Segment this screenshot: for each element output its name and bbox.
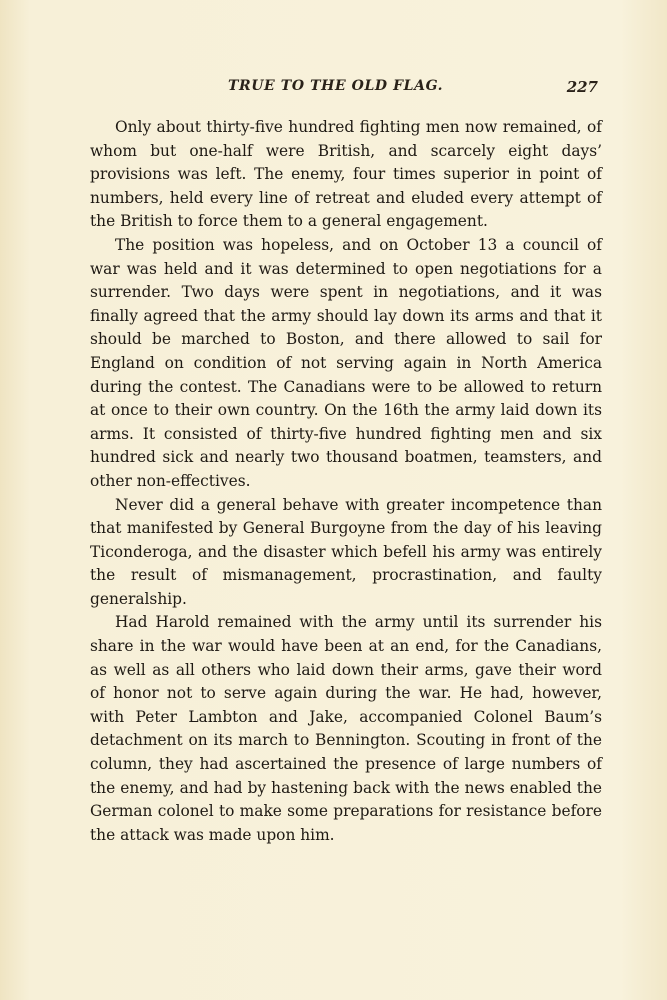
running-title: TRUE TO THE OLD FLAG. <box>228 78 444 94</box>
paragraph: Had Harold remained with the army until its surrender his share in the war would have been at an end, for the Canadians, as well as all others who laid down their arms, gave their word of honor not to serve again during the war. He had, however, with Peter Lambton and Jake, accompanied Colonel Baum’s detachment on its march to Bennington. Scouting in front of the column, they had ascertained the presence of large numbers of the enemy, and had by hastening back with the news enabled the German colonel to make some preparations for resistance before the attack was made upon him. <box>90 613 602 844</box>
paragraph: Never did a general behave with greater incompetence than that manifested by General Burgoyne from the day of his leaving Ticonderoga, and the disaster which befell his army was entirely the result of mismanagement, procrastination, and faulty generalship. <box>90 495 602 608</box>
paragraph: Only about thirty-five hundred fighting men now remained, of whom but one-half were British, and scarcely eight days’ provisions was left. The enemy, four times superior in point of numbers, held every line of retreat and eluded every attempt of the British to force them to a general engagement. <box>90 118 602 231</box>
body-text <box>90 116 602 847</box>
running-head <box>90 78 600 100</box>
paragraph: The position was hopeless, and on October 13 a council of war was held and it was determined to open negotiations for a surrender. Two days were spent in negotiations, and it was finally agreed that the army should lay down its arms and that it should be marched to Boston, and there allowed to sail for England on condition of not serving again in North America during the contest. The Canadians were to be allowed to return at once to their own country. On the 16th the army laid down its arms. It consisted of thirty-five hundred fighting men and six hundred sick and nearly two thousand boatmen, teamsters, and other non-effectives. <box>90 235 602 490</box>
page-number: 227 <box>566 78 598 96</box>
